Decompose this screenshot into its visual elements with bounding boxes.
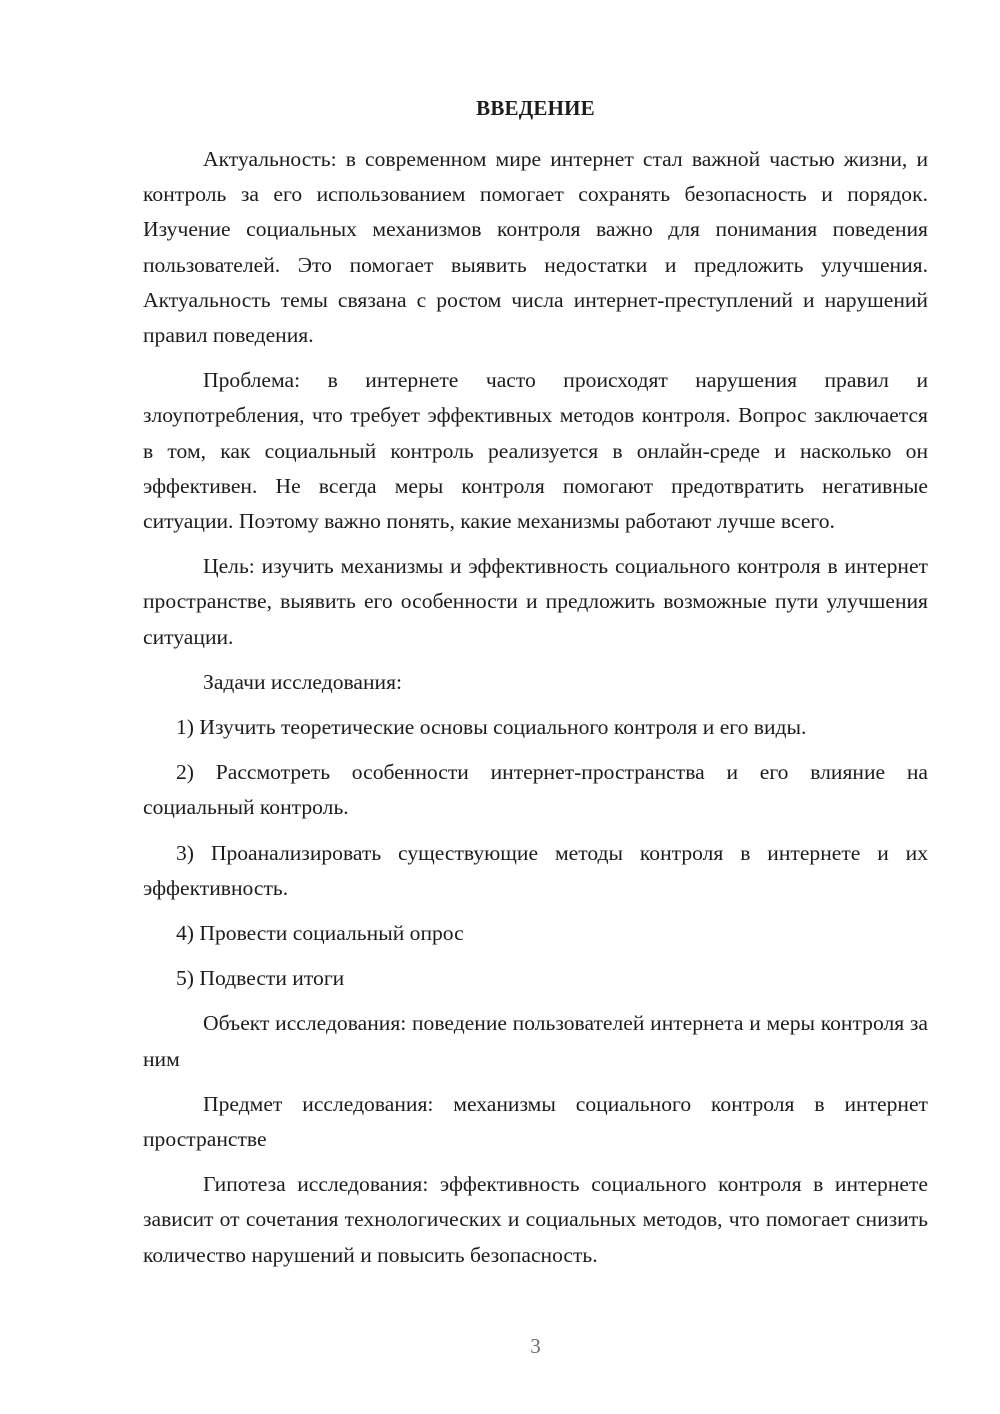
document-body: [143, 142, 928, 1283]
tasks-heading: Задачи исследования:: [203, 669, 403, 694]
paragraph-hypothesis: Гипотеза исследования: эффективность социального контроля в интернете зависит от сочетания технологических и социальных методов, что помогает снизить количество нарушений и повысить безопасность.: [143, 1172, 928, 1267]
paragraph-subject: Предмет исследования: механизмы социального контроля в интернет пространстве: [143, 1091, 928, 1152]
task-item: 5) Подвести итоги: [176, 966, 345, 991]
paragraph-goal: Цель: изучить механизмы и эффективность социального контроля в интернет пространстве, выявить его особенности и предложить возможные пути улучшения ситуации.: [143, 554, 928, 649]
paragraph-relevance: Актуальность: в современном мире интернет стал важной частью жизни, и контроль за его использованием помогает сохранять безопасность и порядок. Изучение социальных механизмов контроля важно для понимания поведения пользователей. Это помогает выявить недостатки и предложить улучшения. Актуальность темы связана с ростом числа интернет-преступлений и нарушений правил поведения.: [143, 147, 928, 348]
paragraph-object: Объект исследования: поведение пользователей интернета и меры контроля за ним: [143, 1011, 928, 1071]
task-item: 3) Проанализировать существующие методы контроля в интернете и их эффективность.: [143, 840, 928, 900]
task-item: 2) Рассмотреть особенности интернет-пространства и его влияние на социальный контроль.: [143, 760, 928, 820]
paragraph-problem: Проблема: в интернете часто происходят нарушения правил и злоупотребления, что требует эффективных методов контроля. Вопрос заключается в том, как социальный контроль реализуется в онлайн-среде и насколько он эффективен. Не всегда меры контроля помогают предотвратить негативные ситуации. Поэтому важно понять, какие механизмы работают лучше всего.: [143, 368, 928, 534]
document-page: [143, 0, 928, 1414]
page-title: ВВЕДЕНИЕ: [476, 96, 595, 120]
page-number: 3: [530, 1334, 541, 1358]
task-item: 4) Провести социальный опрос: [176, 921, 464, 946]
task-item: 1) Изучить теоретические основы социального контроля и его виды.: [176, 715, 807, 740]
